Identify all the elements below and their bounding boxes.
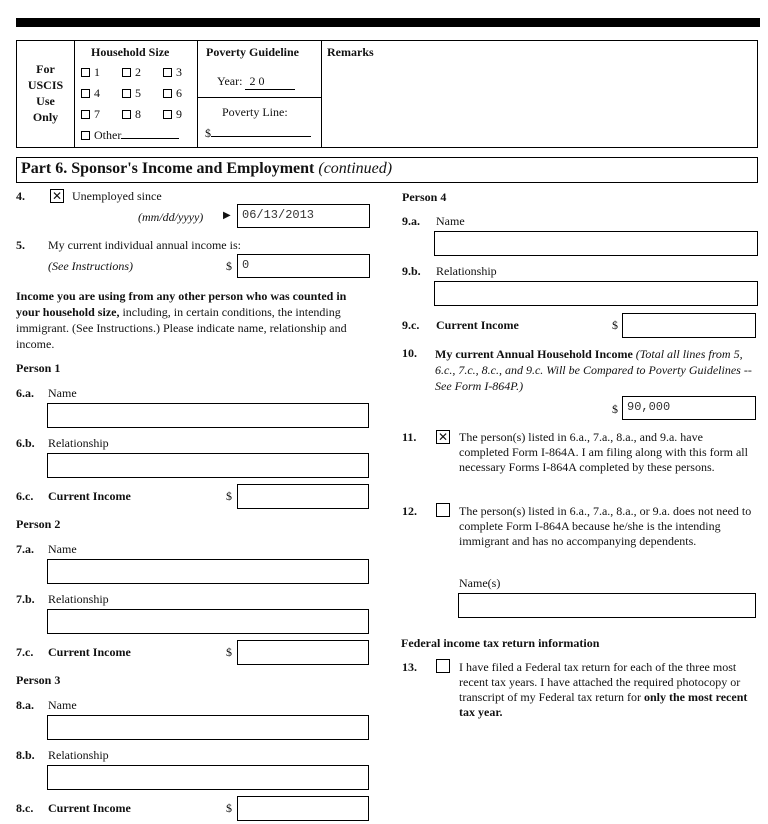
i864a-not-needed-checkbox[interactable]: [436, 503, 450, 517]
q4-number: 4.: [16, 189, 25, 203]
household-income-intro: Income you are using from any other person who was counted in your household size, including, in certain conditions, the intending immigrant. (See Instructions.) Please indicate name, relationship and income.: [16, 289, 347, 351]
individual-income-label: My current individual annual income is:: [48, 238, 241, 252]
person-2-name-number: 7.a.: [16, 542, 34, 556]
household-size-option[interactable]: 2: [122, 65, 141, 80]
person-1-income-number: 6.c.: [16, 489, 34, 503]
person-1-name-label: Name: [48, 386, 77, 400]
i864a-not-needed-text: The person(s) listed in 6.a., 7.a., 8.a., or 9.a. does not need to complete Form I-864A because he/she is the intending immigrant and has no accompanying dependents.: [459, 504, 752, 548]
other-checkbox[interactable]: [81, 131, 90, 140]
household-size-option[interactable]: 7: [81, 107, 100, 122]
household-size-checkbox[interactable]: [81, 89, 90, 98]
person-1-relationship-input[interactable]: [47, 453, 369, 478]
household-size-header: Household Size: [91, 45, 170, 59]
household-size-option[interactable]: 9: [163, 107, 182, 122]
person-3-relationship-input[interactable]: [47, 765, 369, 790]
person-4-income-label: Current Income: [436, 318, 519, 332]
household-size-checkbox[interactable]: [163, 110, 172, 119]
q9c-number: 9.c.: [402, 318, 420, 332]
person-1-dollar-sign: $: [226, 489, 232, 503]
person-2-relationship-input[interactable]: [47, 609, 369, 634]
household-size-other[interactable]: Other: [81, 128, 179, 143]
person-1-income-input[interactable]: [237, 484, 369, 509]
poverty-guideline-header: Poverty Guideline: [206, 45, 299, 59]
person-2-income-label: Current Income: [48, 645, 131, 659]
arrow-icon: ▶: [223, 210, 231, 221]
household-income-label: My current Annual Household Income (Total all lines from 5, 6.c., 7.c., 8.c., and 9.c. Will be Compared to Poverty Guidelines -- See Form I-864P.): [435, 347, 752, 393]
person-2-relationship-label: Relationship: [48, 592, 109, 606]
person-4-title: Person 4: [402, 190, 447, 204]
person-1-name-input[interactable]: [47, 403, 369, 428]
names-input[interactable]: [458, 593, 756, 618]
household-size-checkbox[interactable]: [81, 68, 90, 77]
household-size-option[interactable]: 4: [81, 86, 100, 101]
person-4-relationship-label: Relationship: [436, 264, 497, 278]
person-3-income-input[interactable]: [237, 796, 369, 821]
year-value: 2 0: [245, 74, 295, 90]
q9b-number: 9.b.: [402, 264, 421, 278]
household-size-option[interactable]: 1: [81, 65, 100, 80]
individual-income-input[interactable]: 0: [237, 254, 370, 278]
unemployed-label: Unemployed since: [72, 189, 162, 203]
for-uscis-use-only-label: For USCIS Use Only: [27, 62, 64, 124]
tax-return-checkbox[interactable]: [436, 659, 450, 673]
person-4-income-input[interactable]: [622, 313, 756, 338]
q10-number: 10.: [402, 346, 417, 360]
person-2-income-number: 7.c.: [16, 645, 34, 659]
person-4-name-input[interactable]: [434, 231, 758, 256]
poverty-line-label: Poverty Line:: [222, 105, 288, 119]
household-size-option[interactable]: 3: [163, 65, 182, 80]
person-3-income-number: 8.c.: [16, 801, 34, 815]
household-size-checkbox[interactable]: [163, 89, 172, 98]
person-2-title: Person 2: [16, 517, 61, 531]
federal-tax-header: Federal income tax return information: [401, 636, 600, 650]
person-3-relationship-label: Relationship: [48, 748, 109, 762]
top-rule: [16, 18, 760, 27]
q13-number: 13.: [402, 660, 417, 674]
part-title: Part 6. Sponsor's Income and Employment: [21, 160, 315, 177]
person-2-name-label: Name: [48, 542, 77, 556]
household-size-option[interactable]: 5: [122, 86, 141, 101]
person-1-title: Person 1: [16, 361, 61, 375]
see-instructions-hint: (See Instructions): [48, 259, 133, 273]
person-2-relationship-number: 7.b.: [16, 592, 35, 606]
household-size-checkbox[interactable]: [81, 110, 90, 119]
part-continued: (continued): [318, 160, 393, 177]
remarks-header: Remarks: [327, 45, 374, 59]
q9a-number: 9.a.: [402, 214, 420, 228]
person-4-dollar-sign: $: [612, 318, 618, 332]
person-3-income-label: Current Income: [48, 801, 131, 815]
i864a-completed-text: The person(s) listed in 6.a., 7.a., 8.a., and 9.a. have completed Form I-864A. I am filing along with this form all necessary Forms I-864A completed by these persons.: [459, 430, 748, 474]
year-field[interactable]: Year: 2 0: [217, 74, 295, 90]
person-2-income-input[interactable]: [237, 640, 369, 665]
person-3-name-label: Name: [48, 698, 77, 712]
household-income-input[interactable]: 90,000: [622, 396, 756, 420]
income-dollar-sign: $: [226, 259, 232, 273]
person-3-title: Person 3: [16, 673, 61, 687]
person-4-name-label: Name: [436, 214, 465, 228]
household-size-checkbox[interactable]: [163, 68, 172, 77]
person-3-name-input[interactable]: [47, 715, 369, 740]
person-2-dollar-sign: $: [226, 645, 232, 659]
person-1-name-number: 6.a.: [16, 386, 34, 400]
household-size-checkbox[interactable]: [122, 110, 131, 119]
part-6-header: [16, 157, 758, 183]
person-1-relationship-label: Relationship: [48, 436, 109, 450]
poverty-line-field[interactable]: $: [205, 125, 311, 141]
i864a-completed-checkbox[interactable]: ✕: [437, 430, 449, 444]
person-4-relationship-input[interactable]: [434, 281, 758, 306]
person-2-name-input[interactable]: [47, 559, 369, 584]
person-3-dollar-sign: $: [226, 801, 232, 815]
uscis-use-box: [16, 40, 758, 148]
household-size-option[interactable]: 8: [122, 107, 141, 122]
household-size-checkbox[interactable]: [122, 89, 131, 98]
date-format-hint: (mm/dd/yyyy): [138, 210, 204, 224]
unemployed-date-input[interactable]: 06/13/2013: [237, 204, 370, 228]
person-1-relationship-number: 6.b.: [16, 436, 35, 450]
unemployed-checkbox[interactable]: ✕: [51, 189, 63, 203]
q12-number: 12.: [402, 504, 417, 518]
person-3-name-number: 8.a.: [16, 698, 34, 712]
tax-return-text: I have filed a Federal tax return for each of the three most recent tax years. I have attached the required photocopy or transcript of my Federal tax return for only the most recent tax year.: [459, 660, 748, 719]
q5-number: 5.: [16, 238, 25, 252]
household-size-option[interactable]: 6: [163, 86, 182, 101]
household-income-dollar-sign: $: [612, 402, 618, 416]
q11-number: 11.: [402, 430, 417, 444]
person-3-relationship-number: 8.b.: [16, 748, 35, 762]
names-label: Name(s): [459, 576, 501, 590]
person-1-income-label: Current Income: [48, 489, 131, 503]
household-size-checkbox[interactable]: [122, 68, 131, 77]
